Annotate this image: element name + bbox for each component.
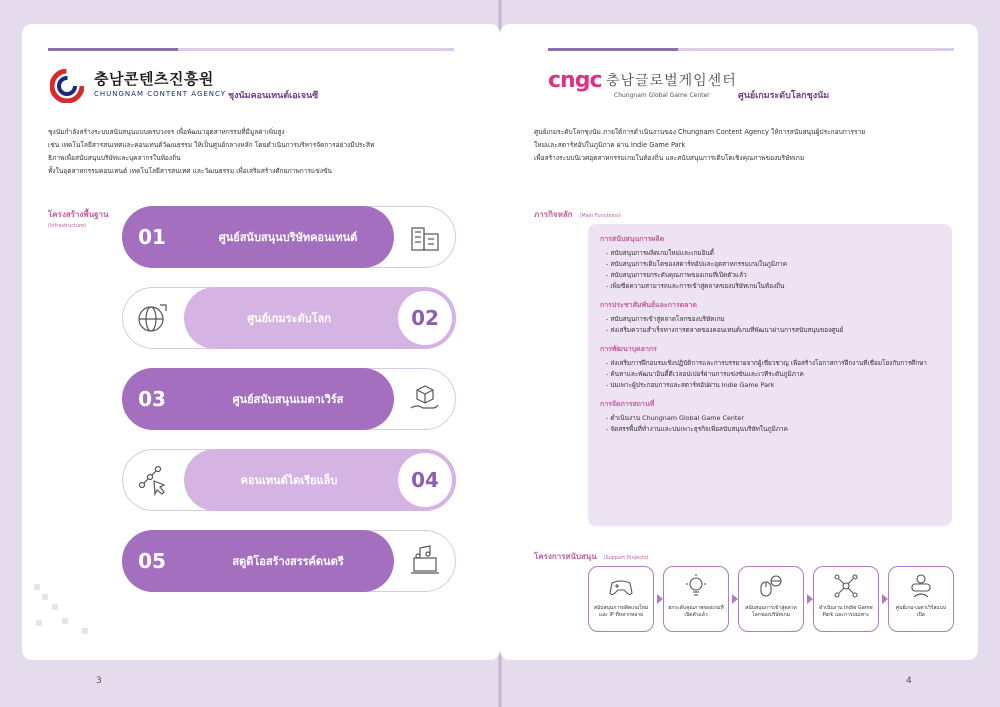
- infra-item-05: [122, 530, 456, 592]
- function-item: - ส่งเสริมความสำเร็จทางการตลาดของคอนเทนต์เกมที่พัฒนาผ่านการสนับสนุนของศูนย์: [600, 325, 940, 336]
- item-number: 03: [138, 387, 166, 411]
- org-name-korean: 충남콘텐츠진흥원: [94, 70, 214, 88]
- intro-line: ธิภาพเพื่อสนับสนุนบริษัทและบุคลากรในท้องถิ่น: [48, 154, 181, 162]
- intro-paragraph: [48, 126, 468, 178]
- intro-line: เช่น เทคโนโลยีสารสนเทศและคอนเทนต์วัฒนธรรม ให้เป็นศูนย์กลางหลัก โดยดำเนินการบริหารจัดการอย่างมีประสิท: [48, 141, 375, 149]
- lightbulb-icon: [683, 573, 709, 599]
- function-group: [600, 234, 940, 292]
- top-accent-bar: [548, 48, 954, 51]
- intro-line: ใหม่และสตาร์ทอัปในภูมิภาค ผ่าน Indie Game Park: [534, 141, 686, 149]
- center-name-thai: ศูนย์เกมระดับโลกชุงนัม: [738, 91, 830, 101]
- main-functions-subtitle: (Main Functions): [579, 213, 621, 219]
- mouse-globe-icon: [758, 573, 784, 599]
- center-name-korean: 충남글로벌게임센터: [606, 73, 737, 89]
- center-name-english: Chungnam Global Game Center: [614, 92, 710, 99]
- music-laptop-icon: [408, 544, 442, 578]
- functions-box: [588, 224, 952, 526]
- function-group: [600, 399, 940, 435]
- project-label: ดำเนินงาน Indie Game Park และการบ่มเพาะ: [819, 605, 873, 618]
- function-title: การประชาสัมพันธ์และการตลาด: [600, 301, 697, 309]
- function-item: - จัดสรรพื้นที่ทำงานและบ่มเพาะธุรกิจเพื่อสนับสนุนบริษัทในภูมิภาค: [600, 424, 940, 435]
- cube-hand-icon: [408, 382, 442, 416]
- project-card: [738, 566, 804, 632]
- item-label: ศูนย์เกมระดับโลก: [247, 312, 331, 325]
- project-card: [588, 566, 654, 632]
- org-name-english: CHUNGNAM CONTENT AGENCY: [94, 90, 227, 98]
- item-number: 01: [138, 225, 166, 249]
- pill: [122, 206, 394, 268]
- decorative-pixel: [42, 594, 48, 600]
- function-item: - เพิ่มขีดความสามารถและการเข้าสู่ตลาดของบริษัทเกมในท้องถิ่น: [600, 281, 940, 292]
- item-label: ศูนย์สนับสนุนเมตาเวิร์ส: [232, 393, 344, 406]
- function-group: [600, 300, 940, 336]
- infrastructure-title: โครงสร้างพื้นฐาน: [48, 210, 109, 219]
- infra-item-04: [122, 449, 456, 511]
- project-label: ศูนย์เกม-เมตาเวิร์สแบบเปิด: [895, 605, 947, 618]
- function-item: - สนับสนุนการผลิตเกมใหม่และเกมอินดี้: [600, 248, 940, 259]
- globe-icon: [136, 301, 170, 335]
- function-title: การจัดการสถานที่: [600, 400, 655, 408]
- function-title: การสนับสนุนการผลิต: [600, 235, 665, 243]
- decorative-pixel: [82, 628, 88, 634]
- decorative-pixel: [52, 604, 58, 610]
- intro-line: ศูนย์เกมระดับโลกชุงนัม ภายใต้การดำเนินงานของ Chungnam Content Agency ให้การสนับสนุนผู้ประกอบการราย: [534, 128, 866, 136]
- infrastructure-heading: [48, 208, 109, 229]
- pill: [122, 368, 394, 430]
- intro-line: ชุงนัมกำลังสร้างระบบสนับสนุนแบบครบวงจร เพื่อพัฒนาอุตสาหกรรมที่มีมูลค่าเพิ่มสูง: [48, 128, 285, 136]
- main-functions-heading: [534, 208, 621, 221]
- item-number: 02: [398, 291, 452, 345]
- decorative-pixel: [36, 620, 42, 626]
- right-page: [500, 24, 978, 660]
- item-label: คอนเทนต์ไดเรียแล็บ: [240, 474, 338, 487]
- org-name-thai: ชุงนัมคอนเทนต์เอเจนซี: [228, 91, 319, 101]
- gamepad-icon: [608, 573, 634, 599]
- function-group: [600, 344, 940, 391]
- page-number-left: 3: [96, 676, 102, 686]
- chungnam-content-agency-logo-icon: [50, 69, 84, 103]
- project-label: สนับสนุนการเข้าสู่ตลาดโลกของบริษัทเกม: [745, 605, 797, 618]
- function-item: - บ่มเพาะผู้ประกอบการและสตาร์ทอัปผ่าน Indie Game Park: [600, 380, 940, 391]
- cursor-network-icon: [136, 463, 170, 497]
- function-item: - สนับสนุนการเข้าสู่ตลาดโลกของบริษัทเกม: [600, 314, 940, 325]
- function-item: - ค้นหาและพัฒนาอินดี้ดีเวลอปเปอร์ผ่านการแข่งขันและเวทีระดับภูมิภาค: [600, 369, 940, 380]
- project-label: ยกระดับคุณภาพของเกมที่เปิดตัวแล้ว: [668, 605, 724, 618]
- decorative-pixel: [34, 584, 40, 590]
- pill: [122, 530, 394, 592]
- project-card: [663, 566, 729, 632]
- page-number-right: 4: [906, 676, 912, 686]
- infrastructure-subtitle: (Infrastructure): [48, 223, 87, 229]
- item-label: สตูดิโอสร้างสรรค์ดนตรี: [232, 555, 344, 568]
- network-icon: [833, 573, 859, 599]
- support-projects-subtitle: (Support Projects): [603, 555, 649, 561]
- intro-line: เพื่อสร้างระบบนิเวศอุตสาหกรรมเกมในท้องถิ่น และสนับสนุนการเติบโตเชิงคุณภาพของบริษัทเกม: [534, 154, 805, 162]
- item-number: 04: [398, 453, 452, 507]
- function-item: - สนับสนุนการเติบโตของสตาร์ทอัปและอุตสาหกรรมเกมในภูมิภาค: [600, 259, 940, 270]
- project-card: [888, 566, 954, 632]
- infra-item-02: [122, 287, 456, 349]
- function-item: - ส่งเสริมการฝึกอบรมเชิงปฏิบัติการและการบรรยายจากผู้เชี่ยวชาญ เพื่อสร้างโอกาสการฝึกงานที่เชื่อมโยงกับการศึกษา: [600, 358, 940, 369]
- item-label: ศูนย์สนับสนุนบริษัทคอนเทนต์: [218, 231, 358, 244]
- function-item: - สนับสนุนการยกระดับคุณภาพของเกมที่เปิดตัวแล้ว: [600, 270, 940, 281]
- main-functions-title: ภารกิจหลัก: [534, 210, 573, 219]
- intro-paragraph: [534, 126, 964, 165]
- function-title: การพัฒนาบุคลากร: [600, 345, 657, 353]
- item-number: 05: [138, 549, 166, 573]
- project-label: สนับสนุนการผลิตเกมใหม่และ IP ที่หลากหลาย: [593, 605, 649, 618]
- decorative-pixel: [62, 618, 68, 624]
- left-page: [22, 24, 500, 660]
- intro-line: ทั้งในอุตสาหกรรมคอนเทนต์ เทคโนโลยีสารสนเทศ และวัฒนธรรม เพื่อเสริมสร้างศักยภาพการแข่งขัน: [48, 167, 333, 175]
- support-projects-row: [588, 566, 954, 632]
- function-item: - ดำเนินงาน Chungnam Global Game Center: [600, 413, 940, 424]
- building-icon: [408, 220, 442, 254]
- cngc-logo: cngc: [548, 68, 602, 93]
- infra-item-01: [122, 206, 456, 268]
- top-accent-bar: [48, 48, 454, 51]
- vr-headset-icon: [908, 573, 934, 599]
- infra-item-03: [122, 368, 456, 430]
- support-projects-title: โครงการสนับสนุน: [534, 552, 597, 561]
- project-card: [813, 566, 879, 632]
- support-projects-heading: [534, 550, 649, 563]
